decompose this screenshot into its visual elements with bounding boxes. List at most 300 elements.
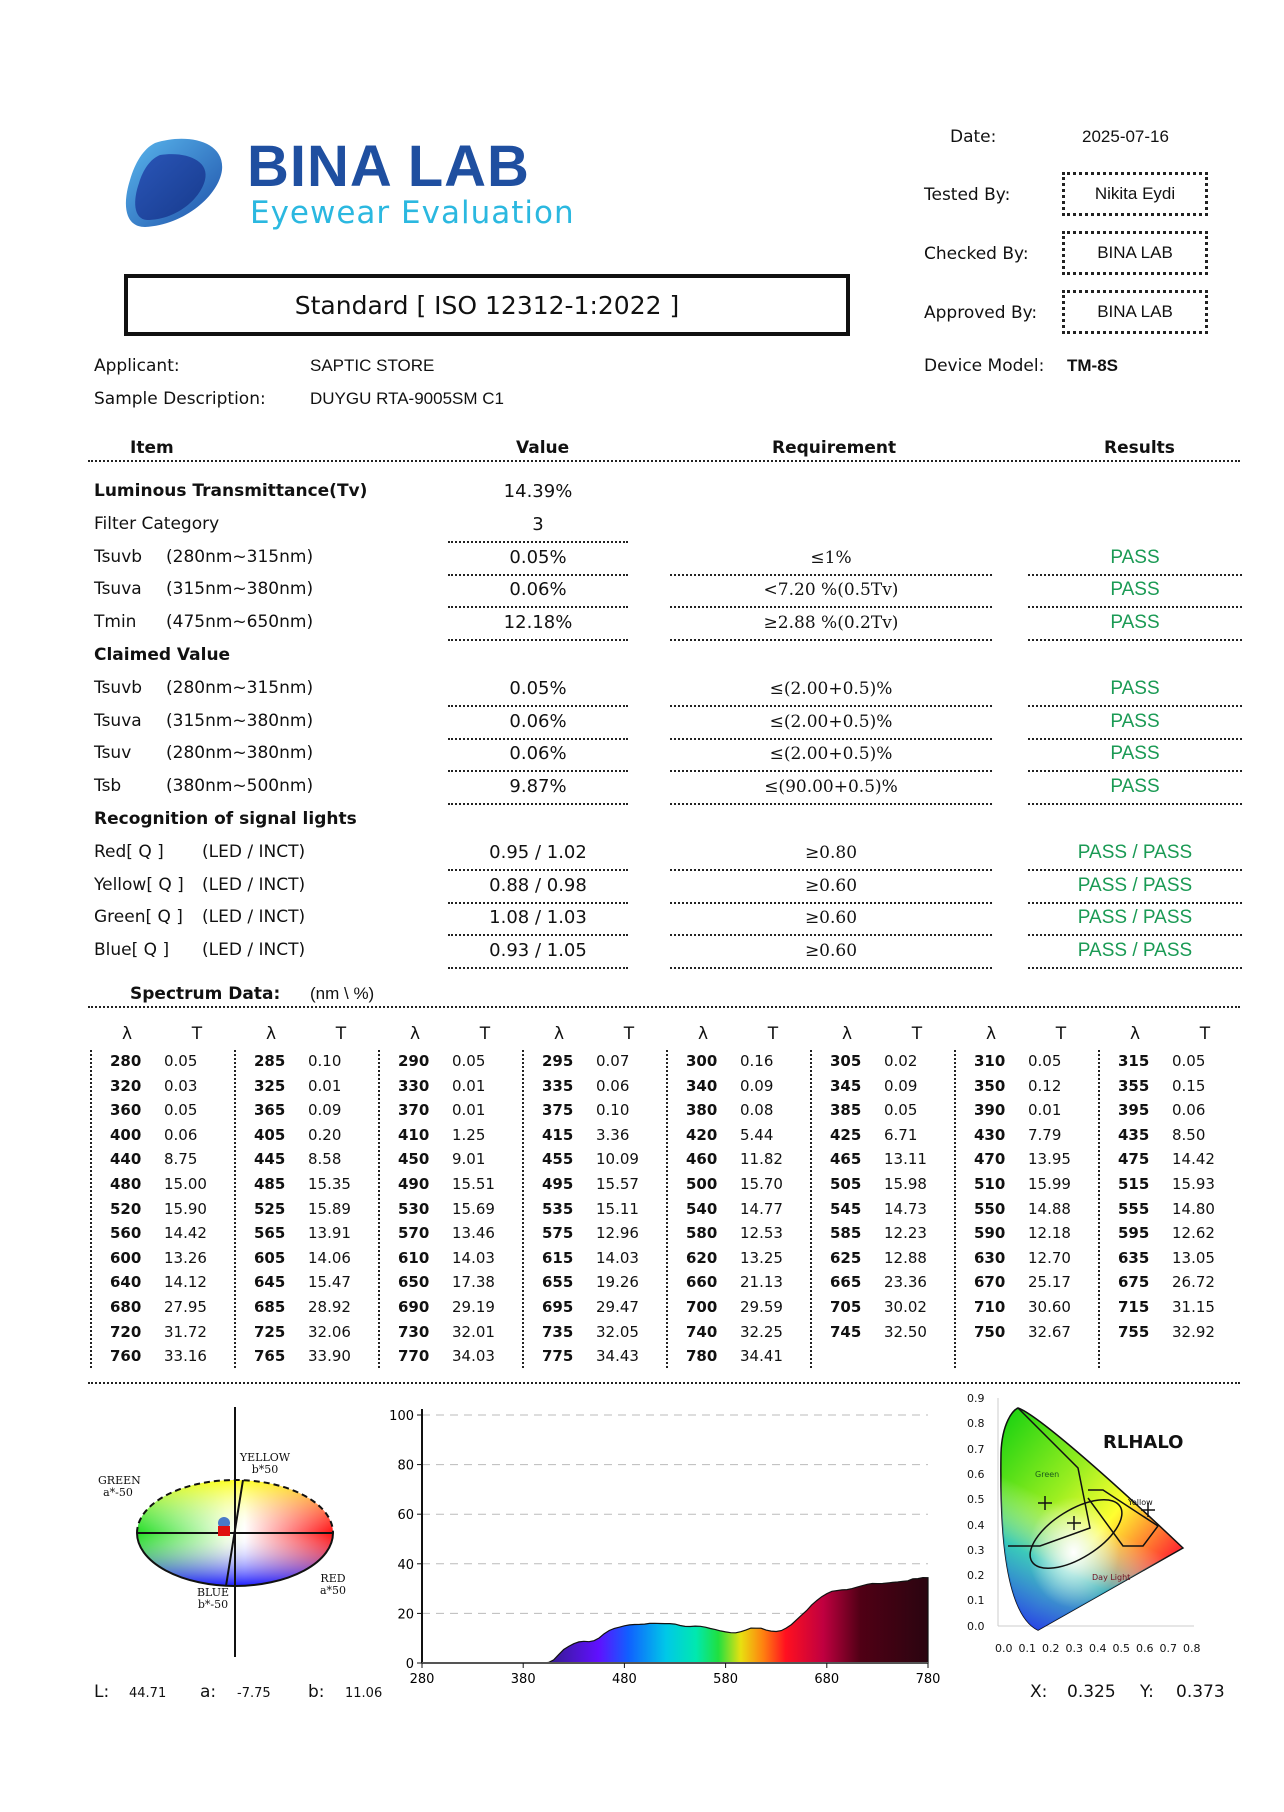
spectrum-transmittance: 15.98	[884, 1175, 927, 1193]
spectrum-transmittance: 34.43	[596, 1347, 639, 1365]
cie-x-tick: 0.0	[995, 1642, 1013, 1655]
svg-text:480: 480	[611, 1672, 637, 1687]
spectrum-column-divider	[90, 1050, 92, 1368]
spectrum-transmittance: 13.11	[884, 1150, 927, 1168]
spectrum-header-t: T	[623, 1024, 635, 1044]
spectrum-transmittance: 6.71	[884, 1126, 918, 1144]
row-range: (475nm~650nm)	[166, 612, 314, 632]
row-range: (280nm~380nm)	[166, 743, 314, 763]
spectrum-wavelength: 295	[542, 1052, 574, 1070]
row-value: 3	[532, 514, 544, 535]
spectrum-wavelength: 685	[254, 1298, 286, 1316]
row-requirement: ≤(2.00+0.5)%	[769, 744, 893, 764]
spectrum-wavelength: 645	[254, 1273, 286, 1291]
spectrum-wavelength: 730	[398, 1323, 430, 1341]
spectrum-header-lambda: λ	[121, 1024, 133, 1044]
cie-x-label: X:	[1030, 1682, 1048, 1702]
lab-b-value: 11.06	[345, 1686, 383, 1701]
row-range: (LED / INCT)	[202, 907, 306, 927]
value-underline	[448, 606, 628, 608]
sample-value: DUYGU RTA-9005SM C1	[310, 389, 504, 408]
row-result-status: PASS	[1110, 579, 1160, 600]
row-range: (380nm~500nm)	[166, 776, 314, 796]
spectrum-wavelength: 680	[110, 1298, 142, 1316]
spectrum-wavelength: 765	[254, 1347, 286, 1365]
spectrum-transmittance: 12.18	[1028, 1224, 1071, 1242]
spectrum-wavelength: 775	[542, 1347, 574, 1365]
row-value: 0.95 / 1.02	[489, 842, 587, 863]
svg-text:40: 40	[397, 1557, 414, 1573]
spectrum-wavelength: 670	[974, 1273, 1006, 1291]
spectrum-wavelength: 285	[254, 1052, 286, 1070]
spectrum-units: (nm \ %)	[310, 984, 375, 1003]
result-underline	[1028, 606, 1242, 608]
lab-ellipse-icon	[90, 1395, 390, 1695]
row-item: Tsb	[94, 776, 122, 796]
spectrum-wavelength: 300	[686, 1052, 718, 1070]
svg-text:20: 20	[397, 1607, 414, 1623]
spectrum-wavelength: 540	[686, 1200, 718, 1218]
spectrum-wavelength: 500	[686, 1175, 718, 1193]
spectrum-header-lambda: λ	[265, 1024, 277, 1044]
spectrum-transmittance: 0.09	[308, 1101, 342, 1119]
spectrum-transmittance: 0.05	[1172, 1052, 1206, 1070]
spectrum-transmittance: 1.25	[452, 1126, 486, 1144]
spectrum-transmittance: 12.96	[596, 1224, 639, 1242]
spectrum-transmittance: 31.15	[1172, 1298, 1215, 1316]
spectrum-header-t: T	[479, 1024, 491, 1044]
row-value: 14.39%	[503, 481, 573, 502]
spectrum-transmittance: 32.06	[308, 1323, 351, 1341]
spectrum-wavelength: 620	[686, 1249, 718, 1267]
value-underline	[448, 770, 628, 772]
spectrum-transmittance: 0.02	[884, 1052, 918, 1070]
spectrum-wavelength: 375	[542, 1101, 574, 1119]
svg-text:580: 580	[713, 1672, 739, 1687]
spectrum-wavelength: 660	[686, 1273, 718, 1291]
row-item: Filter Category	[94, 514, 220, 534]
spectrum-wavelength: 690	[398, 1298, 430, 1316]
value-underline	[448, 705, 628, 707]
spectrum-wavelength: 725	[254, 1323, 286, 1341]
row-requirement: ≤1%	[810, 548, 852, 568]
cie-x-tick: 0.8	[1183, 1642, 1201, 1655]
svg-text:100: 100	[389, 1409, 414, 1424]
cie-x-tick: 0.3	[1065, 1642, 1083, 1655]
cie-x-tick: 0.5	[1112, 1642, 1130, 1655]
spectrum-wavelength: 490	[398, 1175, 430, 1193]
row-requirement: ≥0.60	[804, 908, 858, 928]
spectrum-wavelength: 430	[974, 1126, 1006, 1144]
spectrum-wavelength: 750	[974, 1323, 1006, 1341]
row-range: (LED / INCT)	[202, 875, 306, 895]
spectrum-wavelength: 320	[110, 1077, 142, 1095]
row-result-status: PASS	[1110, 612, 1160, 633]
header-requirement: Requirement	[772, 438, 897, 458]
result-underline	[1028, 738, 1242, 740]
row-requirement: ≤(2.00+0.5)%	[769, 712, 893, 732]
value-underline	[448, 902, 628, 904]
spectrum-wavelength: 695	[542, 1298, 574, 1316]
cie-y-tick: 0.5	[967, 1493, 985, 1507]
spectrum-wavelength: 455	[542, 1150, 574, 1168]
sample-label: Sample Description:	[94, 389, 266, 409]
spectrum-wavelength: 545	[830, 1200, 862, 1218]
value-underline	[448, 869, 628, 871]
cie-y-tick: 0.2	[967, 1569, 985, 1583]
spectrum-transmittance: 15.00	[164, 1175, 207, 1193]
cie-y-tick: 0.0	[967, 1619, 985, 1633]
value-underline	[448, 803, 628, 805]
cie-y-tick: 0.9	[967, 1392, 985, 1405]
spectrum-header-t: T	[191, 1024, 203, 1044]
spectrum-wavelength: 355	[1118, 1077, 1150, 1095]
tested-by-label: Tested By:	[924, 185, 1011, 205]
spectrum-transmittance: 14.88	[1028, 1200, 1071, 1218]
spectrum-wavelength: 485	[254, 1175, 286, 1193]
checked-by-field: BINA LAB	[1062, 231, 1208, 275]
cie-green-region: Green	[1035, 1470, 1060, 1479]
tested-by-field: Nikita Eydi	[1062, 172, 1208, 216]
spectrum-transmittance: 34.03	[452, 1347, 495, 1365]
result-underline	[1028, 869, 1242, 871]
requirement-underline	[670, 967, 992, 969]
applicant-label: Applicant:	[94, 356, 180, 376]
spectrum-transmittance: 14.80	[1172, 1200, 1215, 1218]
result-underline	[1028, 967, 1242, 969]
spectrum-transmittance: 29.47	[596, 1298, 639, 1316]
result-underline	[1028, 770, 1242, 772]
row-requirement: ≤(2.00+0.5)%	[769, 679, 893, 699]
spectrum-wavelength: 630	[974, 1249, 1006, 1267]
spectrum-wavelength: 335	[542, 1077, 574, 1095]
spectrum-wavelength: 350	[974, 1077, 1006, 1095]
cie-y-value: 0.373	[1176, 1682, 1225, 1702]
spectrum-wavelength: 305	[830, 1052, 862, 1070]
row-item: Tsuv	[94, 743, 132, 763]
lab-yellow-label: YELLOW b*50	[239, 1451, 291, 1476]
spectrum-wavelength: 495	[542, 1175, 574, 1193]
spectrum-wavelength: 585	[830, 1224, 862, 1242]
spectrum-transmittance: 0.10	[308, 1052, 342, 1070]
spectrum-transmittance: 34.41	[740, 1347, 783, 1365]
spectrum-wavelength: 580	[686, 1224, 718, 1242]
cie-y-tick: 0.7	[967, 1442, 985, 1456]
spectrum-wavelength: 745	[830, 1323, 862, 1341]
row-requirement: ≥0.60	[804, 941, 858, 961]
value-underline	[448, 639, 628, 641]
result-underline	[1028, 934, 1242, 936]
spectrum-column-divider	[234, 1050, 236, 1368]
row-requirement: ≥0.80	[804, 843, 858, 863]
spectrum-transmittance: 0.20	[308, 1126, 342, 1144]
spectrum-header-lambda: λ	[409, 1024, 421, 1044]
spectrum-transmittance: 14.12	[164, 1273, 207, 1291]
spectrum-wavelength: 615	[542, 1249, 574, 1267]
cie-x-tick: 0.2	[1042, 1642, 1060, 1655]
spectrum-wavelength: 330	[398, 1077, 430, 1095]
spectrum-transmittance: 14.03	[596, 1249, 639, 1267]
value-underline	[448, 541, 628, 543]
spectrum-wavelength: 650	[398, 1273, 430, 1291]
spectrum-wavelength: 590	[974, 1224, 1006, 1242]
requirement-underline	[670, 869, 992, 871]
spectrum-wavelength: 755	[1118, 1323, 1150, 1341]
spectrum-transmittance: 17.38	[452, 1273, 495, 1291]
cie-title: RLHALO	[1103, 1432, 1184, 1453]
row-item: Recognition of signal lights	[94, 809, 357, 829]
spectrum-wavelength: 735	[542, 1323, 574, 1341]
requirement-underline	[670, 705, 992, 707]
header-results: Results	[1104, 438, 1175, 458]
row-item: Tsuvb	[94, 547, 143, 567]
spectrum-wavelength: 550	[974, 1200, 1006, 1218]
cie-y-label: Y:	[1140, 1682, 1154, 1702]
spectrum-wavelength: 370	[398, 1101, 430, 1119]
row-result-status: PASS	[1110, 776, 1160, 797]
cie-y-tick: 0.8	[967, 1417, 985, 1431]
spectrum-wavelength: 675	[1118, 1273, 1150, 1291]
spectrum-transmittance: 32.01	[452, 1323, 495, 1341]
spectrum-transmittance: 0.01	[452, 1101, 486, 1119]
row-requirement: ≥0.60	[804, 876, 858, 896]
row-item: Luminous Transmittance(Tv)	[94, 481, 368, 501]
spectrum-transmittance: 0.01	[452, 1077, 486, 1095]
spectrum-transmittance: 7.79	[1028, 1126, 1062, 1144]
approved-by-label: Approved By:	[924, 303, 1038, 323]
checked-by-label: Checked By:	[924, 244, 1029, 264]
spectrum-transmittance: 25.17	[1028, 1273, 1071, 1291]
row-result-status: PASS / PASS	[1077, 842, 1193, 863]
row-requirement: ≤(90.00+0.5)%	[764, 777, 898, 797]
spectrum-wavelength: 575	[542, 1224, 574, 1242]
row-item: Tsuva	[94, 711, 142, 731]
spectrum-wavelength: 410	[398, 1126, 430, 1144]
spectrum-header-t: T	[1055, 1024, 1067, 1044]
row-value: 0.88 / 0.98	[489, 875, 587, 896]
spectrum-header-t: T	[1199, 1024, 1211, 1044]
applicant-value: SAPTIC STORE	[310, 356, 435, 375]
spectrum-transmittance: 13.25	[740, 1249, 783, 1267]
spectrum-wavelength: 400	[110, 1126, 142, 1144]
row-result-status: PASS	[1110, 678, 1160, 699]
spectrum-wavelength: 720	[110, 1323, 142, 1341]
row-value: 9.87%	[509, 776, 567, 797]
result-underline	[1028, 803, 1242, 805]
row-range: (315nm~380nm)	[166, 579, 314, 599]
spectrum-wavelength: 635	[1118, 1249, 1150, 1267]
spectrum-transmittance: 12.23	[884, 1224, 927, 1242]
logo	[125, 135, 605, 235]
spectrum-wavelength: 475	[1118, 1150, 1150, 1168]
spectrum-header-lambda: λ	[697, 1024, 709, 1044]
spectrum-transmittance: 0.01	[308, 1077, 342, 1095]
value-underline	[448, 738, 628, 740]
spectrum-transmittance: 32.92	[1172, 1323, 1215, 1341]
cie-x-tick: 0.7	[1159, 1642, 1177, 1655]
spectrum-transmittance: 31.72	[164, 1323, 207, 1341]
spectrum-wavelength: 530	[398, 1200, 430, 1218]
result-underline	[1028, 902, 1242, 904]
spectrum-transmittance: 12.53	[740, 1224, 783, 1242]
svg-text:780: 780	[915, 1672, 940, 1687]
spectrum-column-divider	[810, 1050, 812, 1368]
row-item: Blue[ Q ]	[94, 940, 170, 960]
spectrum-transmittance: 0.05	[884, 1101, 918, 1119]
spectrum-transmittance: 8.75	[164, 1150, 198, 1168]
spectrum-wavelength: 625	[830, 1249, 862, 1267]
spectrum-column-divider	[666, 1050, 668, 1368]
spectrum-wavelength: 440	[110, 1150, 142, 1168]
spectrum-column-divider	[954, 1050, 956, 1368]
spectrum-wavelength: 705	[830, 1298, 862, 1316]
logo-subtitle: Eyewear Evaluation	[250, 195, 575, 231]
requirement-underline	[670, 803, 992, 805]
spectrum-transmittance: 15.57	[596, 1175, 639, 1193]
spectrum-transmittance: 5.44	[740, 1126, 774, 1144]
spectrum-transmittance: 14.06	[308, 1249, 351, 1267]
spectrum-wavelength: 555	[1118, 1200, 1150, 1218]
spectrum-wavelength: 760	[110, 1347, 142, 1365]
spectrum-transmittance: 3.36	[596, 1126, 630, 1144]
date-label: Date:	[950, 127, 997, 147]
spectrum-wavelength: 325	[254, 1077, 286, 1095]
spectrum-wavelength: 535	[542, 1200, 574, 1218]
spectrum-wavelength: 605	[254, 1249, 286, 1267]
spectrum-wavelength: 740	[686, 1323, 718, 1341]
requirement-underline	[670, 770, 992, 772]
spectrum-wavelength: 420	[686, 1126, 718, 1144]
spectrum-wavelength: 715	[1118, 1298, 1150, 1316]
svg-text:380: 380	[510, 1672, 536, 1687]
spectrum-wavelength: 565	[254, 1224, 286, 1242]
spectrum-transmittance: 0.05	[164, 1052, 198, 1070]
spectrum-wavelength: 365	[254, 1101, 286, 1119]
svg-text:0: 0	[405, 1657, 414, 1672]
spectrum-transmittance: 33.90	[308, 1347, 351, 1365]
row-item: Tsuvb	[94, 678, 143, 698]
spectrum-transmittance: 13.95	[1028, 1150, 1071, 1168]
requirement-underline	[670, 934, 992, 936]
cie-daylight-region: Day Light	[1092, 1573, 1131, 1582]
spectrum-transmittance: 15.35	[308, 1175, 351, 1193]
spectrum-transmittance: 15.11	[596, 1200, 639, 1218]
spectrum-transmittance: 11.82	[740, 1150, 783, 1168]
result-underline	[1028, 705, 1242, 707]
spectrum-header-t: T	[335, 1024, 347, 1044]
row-range: (280nm~315nm)	[166, 547, 314, 567]
spectrum-wavelength: 510	[974, 1175, 1006, 1193]
row-result-status: PASS / PASS	[1077, 875, 1193, 896]
spectrum-transmittance: 15.99	[1028, 1175, 1071, 1193]
row-value: 0.05%	[509, 678, 567, 699]
spectrum-wavelength: 520	[110, 1200, 142, 1218]
svg-text:280: 280	[409, 1672, 435, 1687]
row-item: Tsuva	[94, 579, 142, 599]
header-item: Item	[130, 438, 174, 458]
spectrum-wavelength: 450	[398, 1150, 430, 1168]
spectrum-divider	[88, 1006, 1240, 1008]
spectrum-transmittance: 23.36	[884, 1273, 927, 1291]
spectrum-transmittance: 13.26	[164, 1249, 207, 1267]
logo-title: BINA LAB	[247, 134, 530, 199]
row-value: 0.93 / 1.05	[489, 940, 587, 961]
row-value: 0.06%	[509, 579, 567, 600]
spectrum-transmittance: 0.05	[452, 1052, 486, 1070]
spectrum-wavelength: 395	[1118, 1101, 1150, 1119]
spectrum-wavelength: 780	[686, 1347, 718, 1365]
requirement-underline	[670, 574, 992, 576]
spectrum-transmittance: 14.42	[164, 1224, 207, 1242]
row-value: 0.06%	[509, 743, 567, 764]
spectrum-wavelength: 560	[110, 1224, 142, 1242]
row-value: 12.18%	[503, 612, 573, 633]
spectrum-wavelength: 380	[686, 1101, 718, 1119]
spectrum-transmittance: 12.62	[1172, 1224, 1215, 1242]
spectrum-transmittance: 30.60	[1028, 1298, 1071, 1316]
spectrum-transmittance: 12.70	[1028, 1249, 1071, 1267]
spectrum-transmittance: 27.95	[164, 1298, 207, 1316]
spectrum-wavelength: 505	[830, 1175, 862, 1193]
spectrum-wavelength: 600	[110, 1249, 142, 1267]
spectrum-transmittance: 32.25	[740, 1323, 783, 1341]
svg-text:680: 680	[814, 1672, 840, 1687]
row-value: 0.05%	[509, 547, 567, 568]
spectrum-wavelength: 310	[974, 1052, 1006, 1070]
cie-x-value: 0.325	[1067, 1682, 1116, 1702]
spectrum-header-lambda: λ	[553, 1024, 565, 1044]
spectrum-header-lambda: λ	[985, 1024, 997, 1044]
row-item: Red[ Q ]	[94, 842, 164, 862]
spectrum-transmittance: 0.10	[596, 1101, 630, 1119]
row-result-status: PASS	[1110, 743, 1160, 764]
row-result-status: PASS	[1110, 711, 1160, 732]
value-underline	[448, 934, 628, 936]
spectrum-wavelength: 280	[110, 1052, 142, 1070]
cie-y-tick: 0.6	[967, 1467, 985, 1481]
spectrum-header-t: T	[911, 1024, 923, 1044]
spectrum-transmittance: 0.03	[164, 1077, 198, 1095]
spectrum-wavelength: 610	[398, 1249, 430, 1267]
requirement-underline	[670, 738, 992, 740]
row-range: (315nm~380nm)	[166, 711, 314, 731]
spectrum-header-lambda: λ	[841, 1024, 853, 1044]
spectrum-column-divider	[522, 1050, 524, 1368]
spectrum-transmittance: 26.72	[1172, 1273, 1215, 1291]
row-item: Claimed Value	[94, 645, 231, 665]
lab-color-chart	[90, 1395, 390, 1695]
spectrum-transmittance: 15.47	[308, 1273, 351, 1291]
spectrum-transmittance: 29.59	[740, 1298, 783, 1316]
header-value: Value	[516, 438, 570, 458]
spectrum-transmittance: 12.88	[884, 1249, 927, 1267]
cie-y-tick: 0.1	[967, 1594, 985, 1608]
spectrum-wavelength: 425	[830, 1126, 862, 1144]
spectrum-transmittance: 13.91	[308, 1224, 351, 1242]
header-divider	[88, 460, 1240, 462]
lab-a-value: -7.75	[237, 1686, 271, 1701]
spectrum-wavelength: 710	[974, 1298, 1006, 1316]
spectrum-wavelength: 770	[398, 1347, 430, 1365]
spectrum-wavelength: 465	[830, 1150, 862, 1168]
spectrum-wavelength: 360	[110, 1101, 142, 1119]
value-underline	[448, 967, 628, 969]
row-range: (LED / INCT)	[202, 842, 306, 862]
spectrum-transmittance: 15.89	[308, 1200, 351, 1218]
spectrum-wavelength: 655	[542, 1273, 574, 1291]
spectrum-transmittance: 0.07	[596, 1052, 630, 1070]
spectrum-wavelength: 405	[254, 1126, 286, 1144]
